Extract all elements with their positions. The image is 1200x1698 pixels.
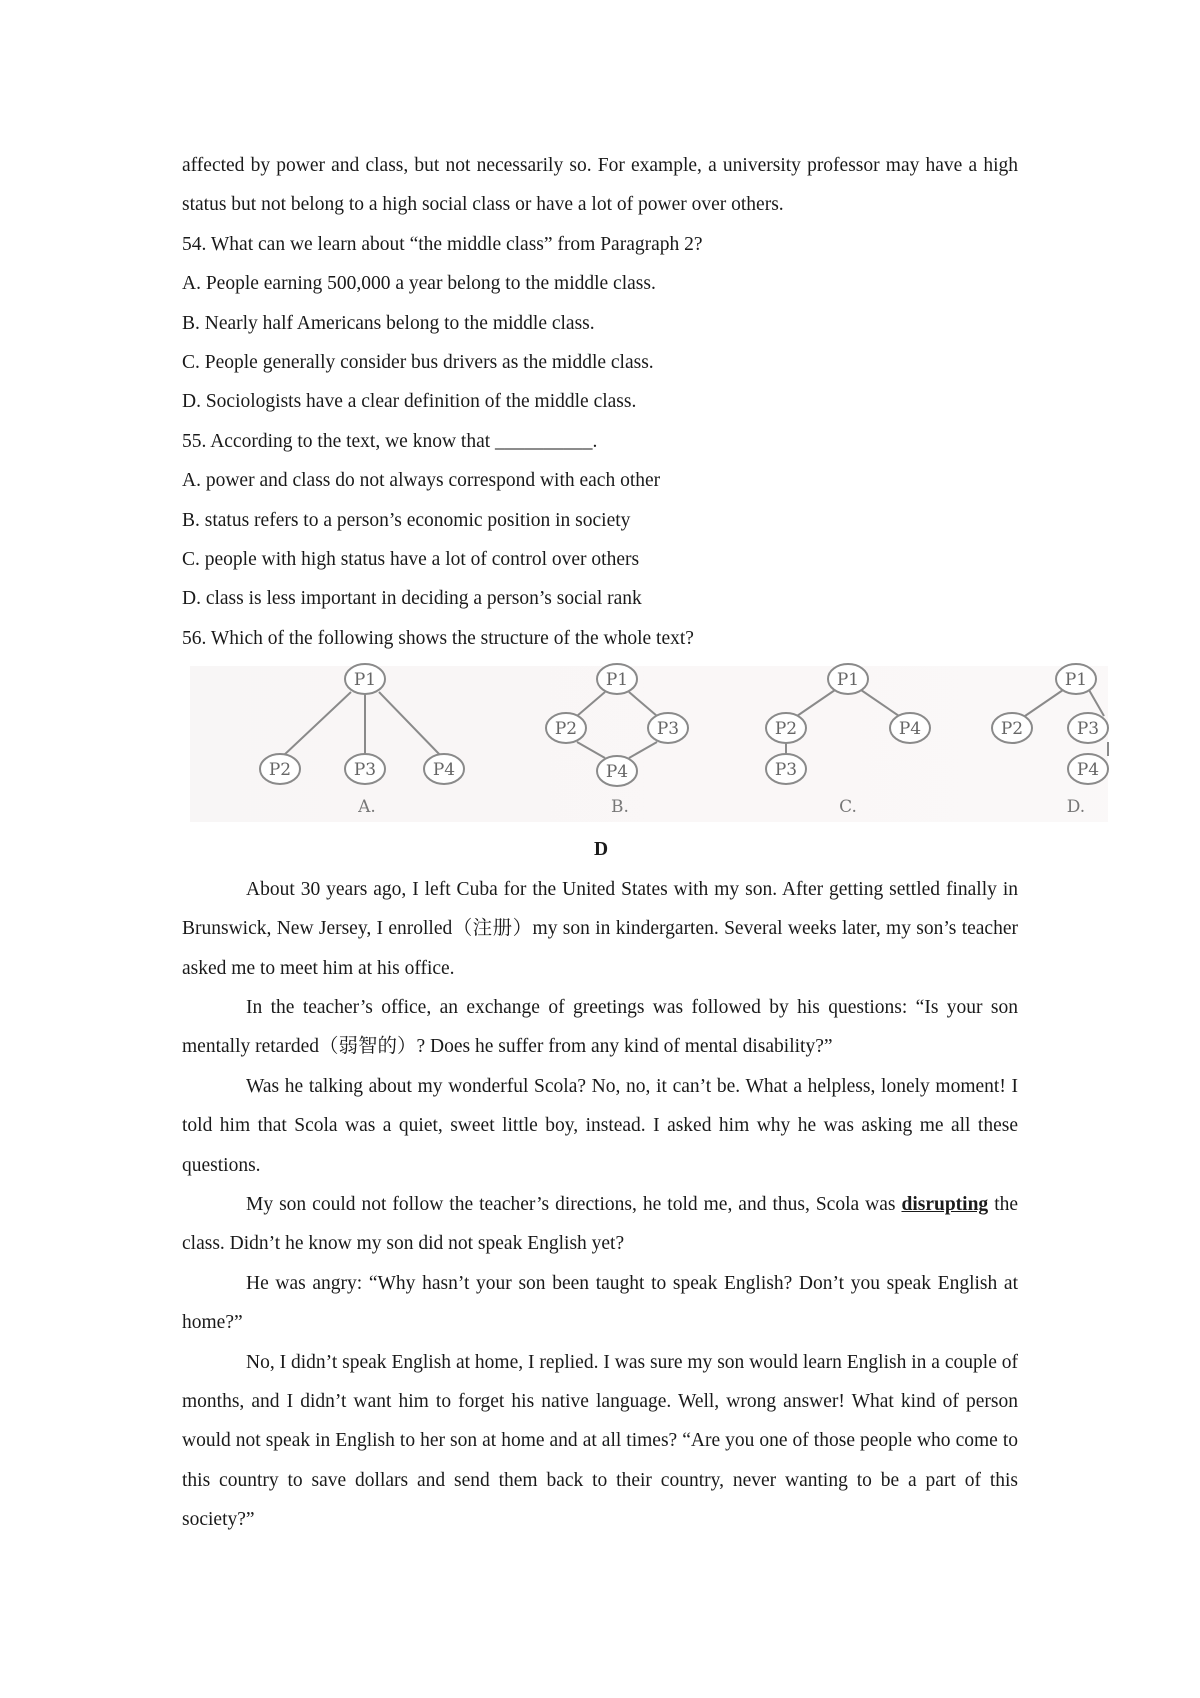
- node-label: P1: [836, 670, 860, 691]
- question-56-stem: [182, 619, 1018, 658]
- node-label: P3: [1076, 719, 1100, 740]
- passage-d-paragraph-4: [182, 1185, 1018, 1264]
- scan-background: [190, 666, 1108, 822]
- node-label: P4: [432, 760, 456, 781]
- highlighted-word: disrupting: [901, 1193, 989, 1215]
- question-55-option-b: B. status refers to a person’s economic position in society: [182, 509, 631, 531]
- paragraph-text: My son could not follow the teacher’s directions, he told me, and thus, Scola was: [246, 1193, 896, 1215]
- question-54-option-a: A. People earning 500,000 a year belong to the middle class.: [182, 273, 656, 295]
- node-label: P4: [605, 762, 629, 783]
- question-55-option-c: C. people with high status have a lot of control over others: [182, 549, 640, 571]
- node-label: P2: [1000, 719, 1024, 740]
- passage-d-paragraph-3: Was he talking about my wonderful Scola? No, no, it can’t be. What a helpless, lonely moment! I told him that Scola was a quiet, sweet little boy, instead. I asked him why he was asking me all these questions.: [182, 1075, 1018, 1176]
- passage-d-paragraph-1: About 30 years ago, I left Cuba for the United States with my son. After getting settled finally in Brunswick, New Jersey, I enrolled（注册）my son in kindergarten. Several weeks later, my son’s teacher asked me to meet him at his office.: [182, 878, 1018, 979]
- question-54-option-c: C. People generally consider bus drivers as the middle class.: [182, 352, 654, 374]
- question-text: What can we learn about “the middle class” from Paragraph 2?: [210, 233, 703, 255]
- passage-d-paragraph-5: He was angry: “Why hasn’t your son been taught to speak English? Don’t you speak English at home?”: [182, 1272, 1018, 1334]
- node-label: P4: [898, 719, 922, 740]
- node-label: P4: [1076, 760, 1100, 781]
- node-label: P3: [656, 719, 680, 740]
- question-text: According to the text, we know that __________.: [210, 430, 598, 452]
- structure-diagrams-svg: [180, 660, 1110, 830]
- question-55-option-a: A. power and class do not always correspond with each other: [182, 470, 661, 492]
- node-label: P2: [268, 760, 292, 781]
- diagram-label: A.: [358, 797, 376, 818]
- question-55-stem: [182, 422, 1018, 461]
- diagram-label: C.: [839, 797, 857, 818]
- node-label: P3: [353, 760, 377, 781]
- passage-d-paragraph-6: No, I didn’t speak English at home, I replied. I was sure my son would learn English in a couple of months, and I didn’t want him to forget his native language. Well, wrong answer! What kind of person would not speak in English to her son at home and at all times? “Are you one of those people who come to this country to save dollars and send them back to their country, never wanting to be a part of this society?”: [182, 1351, 1018, 1531]
- node-label: P1: [1064, 670, 1088, 691]
- question-54-stem: [182, 225, 1018, 264]
- node-label: P2: [554, 719, 578, 740]
- paragraph-text: the class. Didn’t he know my son did not speak English yet?: [182, 1193, 1019, 1255]
- node-label: P2: [774, 719, 798, 740]
- question-number: 54.: [182, 233, 207, 255]
- node-label: P3: [774, 760, 798, 781]
- node-label: P1: [353, 670, 377, 691]
- question-54-option-b: B. Nearly half Americans belong to the middle class.: [182, 312, 595, 334]
- document-page: [182, 146, 1100, 1540]
- question-number: 56.: [182, 627, 207, 649]
- question-number: 55.: [182, 430, 207, 452]
- passage-c-ending: affected by power and class, but not necessarily so. For example, a university professor may have a high status but not belong to a high social class or have a lot of power over others.: [182, 155, 1018, 216]
- section-heading-d: D: [593, 839, 609, 861]
- diagram-label: D.: [1066, 797, 1086, 818]
- question-55-option-d: D. class is less important in deciding a person’s social rank: [182, 588, 642, 610]
- question-54-option-d: D. Sociologists have a clear definition of the middle class.: [182, 391, 637, 413]
- diagram-label: B.: [611, 797, 629, 818]
- structure-diagrams: [192, 660, 1100, 830]
- passage-d-paragraph-2: In the teacher’s office, an exchange of greetings was followed by his questions: “Is your son mentally retarded（弱智的）? Does he suffer from any kind of mental disability?”: [182, 996, 1018, 1058]
- node-label: P1: [605, 670, 629, 691]
- question-text: Which of the following shows the structure of the whole text?: [210, 627, 694, 649]
